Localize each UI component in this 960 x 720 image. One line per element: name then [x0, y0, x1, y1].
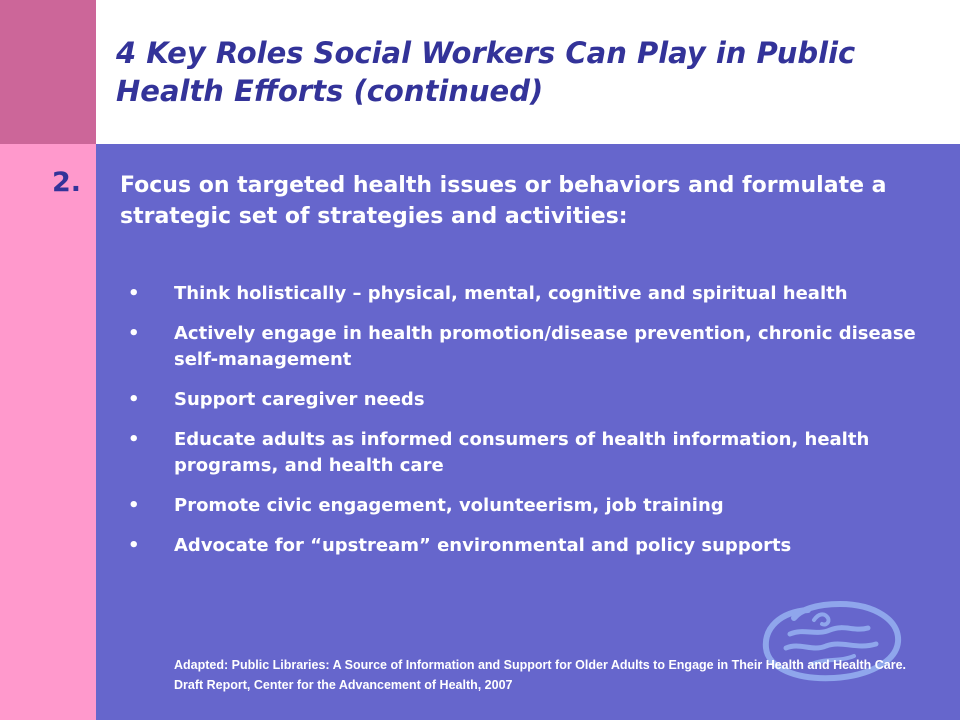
bullet-list — [128, 281, 950, 573]
slide-title: 4 Key Roles Social Workers Can Play in Public Health Efforts (continued) — [116, 36, 856, 108]
sidebar-accent-bottom — [0, 144, 96, 720]
bullet-text: Support caregiver needs — [174, 389, 425, 410]
bullet-marker: • — [128, 429, 140, 450]
bullet-item — [128, 387, 950, 413]
bullet-marker: • — [128, 535, 140, 556]
bullet-text: Promote civic engagement, volunteerism, job training — [174, 495, 724, 516]
bullet-marker: • — [128, 495, 140, 516]
bullet-marker: • — [128, 283, 140, 304]
bullet-marker: • — [128, 389, 140, 410]
title-area — [96, 0, 960, 144]
bullet-item — [128, 427, 950, 479]
section-heading: Focus on targeted health issues or behaviors and formulate a strategic set of strategies and activities: — [120, 173, 887, 229]
bullet-marker: • — [128, 323, 140, 344]
bullet-item — [128, 281, 950, 307]
bullet-item — [128, 493, 950, 519]
bullet-text: Advocate for “upstream” environmental and policy supports — [174, 535, 792, 556]
sidebar-accent-top — [0, 0, 96, 144]
bullet-item — [128, 533, 950, 559]
section-number: 2. — [52, 167, 82, 198]
bullet-text: Educate adults as informed consumers of health information, health programs, and health care — [174, 429, 870, 476]
bullet-text: Actively engage in health promotion/disease prevention, chronic disease self-management — [174, 323, 916, 370]
source-citation: Adapted: Public Libraries: A Source of Information and Support for Older Adults to Engage in Their Health and Health Care. Draft Report, Center for the Advancement of Health, 2007 — [174, 658, 907, 692]
bullet-item — [128, 321, 950, 373]
bullet-text: Think holistically – physical, mental, cognitive and spiritual health — [174, 283, 848, 304]
